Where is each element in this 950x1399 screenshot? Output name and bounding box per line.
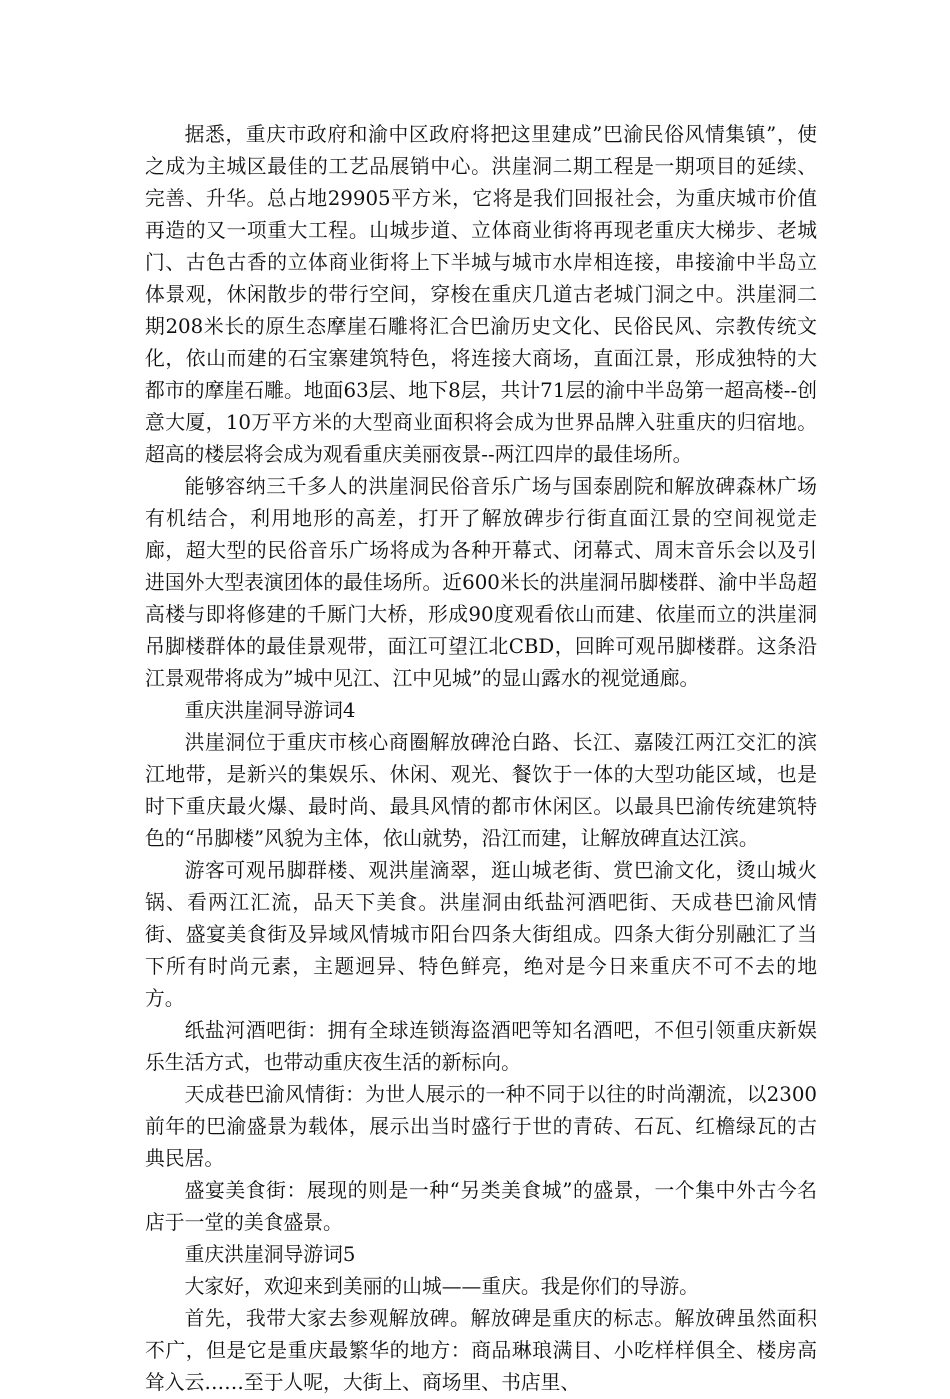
paragraph-visitors: 游客可观吊脚群楼、观洪崖滴翠，逛山城老街、赏巴渝文化，烫山城火锅、看两江汇流，品天下美食。洪崖洞由纸盐河酒吧街、天成巷巴渝风情街、盛宴美食街及异域风情城市阳台四条大街组成。四条大街分别融汇了当下所有时尚元素，主题迥异、特色鲜亮，绝对是今日来重庆不可不去的地方。: [145, 859, 817, 1010]
paragraph-location: 洪崖洞位于重庆市核心商圈解放碑沧白路、长江、嘉陵江两江交汇的滨江地带，是新兴的集娱乐、休闲、观光、餐饮于一体的大型功能区域，也是时下重庆最火爆、最时尚、最具风情的都市休闲区。以最具巴渝传统建筑特色的“吊脚楼”风貌为主体，依山就势，沿江而建，让解放碑直达江滨。: [145, 731, 817, 850]
paragraph-jiefangbei: 首先，我带大家去参观解放碑。解放碑是重庆的标志。解放碑虽然面积不广，但是它是重庆最繁华的地方：商品琳琅满目、小吃样样俱全、楼房高耸入云……至于人呢，大街上、商场里、书店里、: [145, 1307, 817, 1394]
paragraph-welcome: 大家好，欢迎来到美丽的山城——重庆。我是你们的导游。: [184, 1275, 699, 1298]
paragraph-bar-street: 纸盐河酒吧街：拥有全球连锁海盗酒吧等知名酒吧，不但引领重庆新娱乐生活方式，也带动重庆夜生活的新标向。: [145, 1019, 817, 1074]
section-heading-4: 重庆洪崖洞导游词4: [184, 699, 356, 722]
paragraph-food-street: 盛宴美食街：展现的则是一种“另类美食城”的盛景，一个集中外古今名店于一堂的美食盛景。: [145, 1179, 817, 1234]
paragraph-music-square: 能够容纳三千多人的洪崖洞民俗音乐广场与国泰剧院和解放碑森林广场有机结合，利用地形的高差，打开了解放碑步行街直面江景的空间视觉走廊，超大型的民俗音乐广场将成为各种开幕式、闭幕式、周末音乐会以及引进国外大型表演团体的最佳场所。近600米长的洪崖洞吊脚楼群、渝中半岛超高楼与即将修建的千厮门大桥，形成90度观看依山而建、依崖而立的洪崖洞吊脚楼群体的最佳景观带，面江可望江北CBD，回眸可观吊脚楼群。这条沿江景观带将成为”城中见江、江中见城”的显山露水的视觉通廊。: [145, 475, 817, 690]
paragraph-intro-plan: 据悉，重庆市政府和渝中区政府将把这里建成”巴渝民俗风情集镇”，使之成为主城区最佳的工艺品展销中心。洪崖洞二期工程是一期项目的延续、完善、升华。总占地29905平方米，它将是我们回报社会，为重庆城市价值再造的又一项重大工程。山城步道、立体商业街将再现老重庆大梯步、老城门、古色古香的立体商业街将上下半城与城市水岸相连接，串接渝中半岛立体景观，休闲散步的带行空间，穿梭在重庆几道古老城门洞之中。洪崖洞二期208米长的原生态摩崖石雕将汇合巴渝历史文化、民俗民风、宗教传统文化，依山而建的石宝寨建筑特色，将连接大商场，直面江景，形成独特的大都市的摩崖石雕。地面63层、地下8层，共计71层的渝中半岛第一超高楼--创意大厦，10万平方米的大型商业面积将会成为世界品牌入驻重庆的归宿地。超高的楼层将会成为观看重庆美丽夜景--两江四岸的最佳场所。: [145, 123, 817, 466]
section-heading-5: 重庆洪崖洞导游词5: [184, 1243, 356, 1266]
document-page: [145, 119, 817, 1399]
paragraph-tiancheng-lane: 天成巷巴渝风情街：为世人展示的一种不同于以往的时尚潮流，以2300前年的巴渝盛景为载体，展示出当时盛行于世的青砖、石瓦、红檐绿瓦的古典民居。: [145, 1083, 817, 1170]
